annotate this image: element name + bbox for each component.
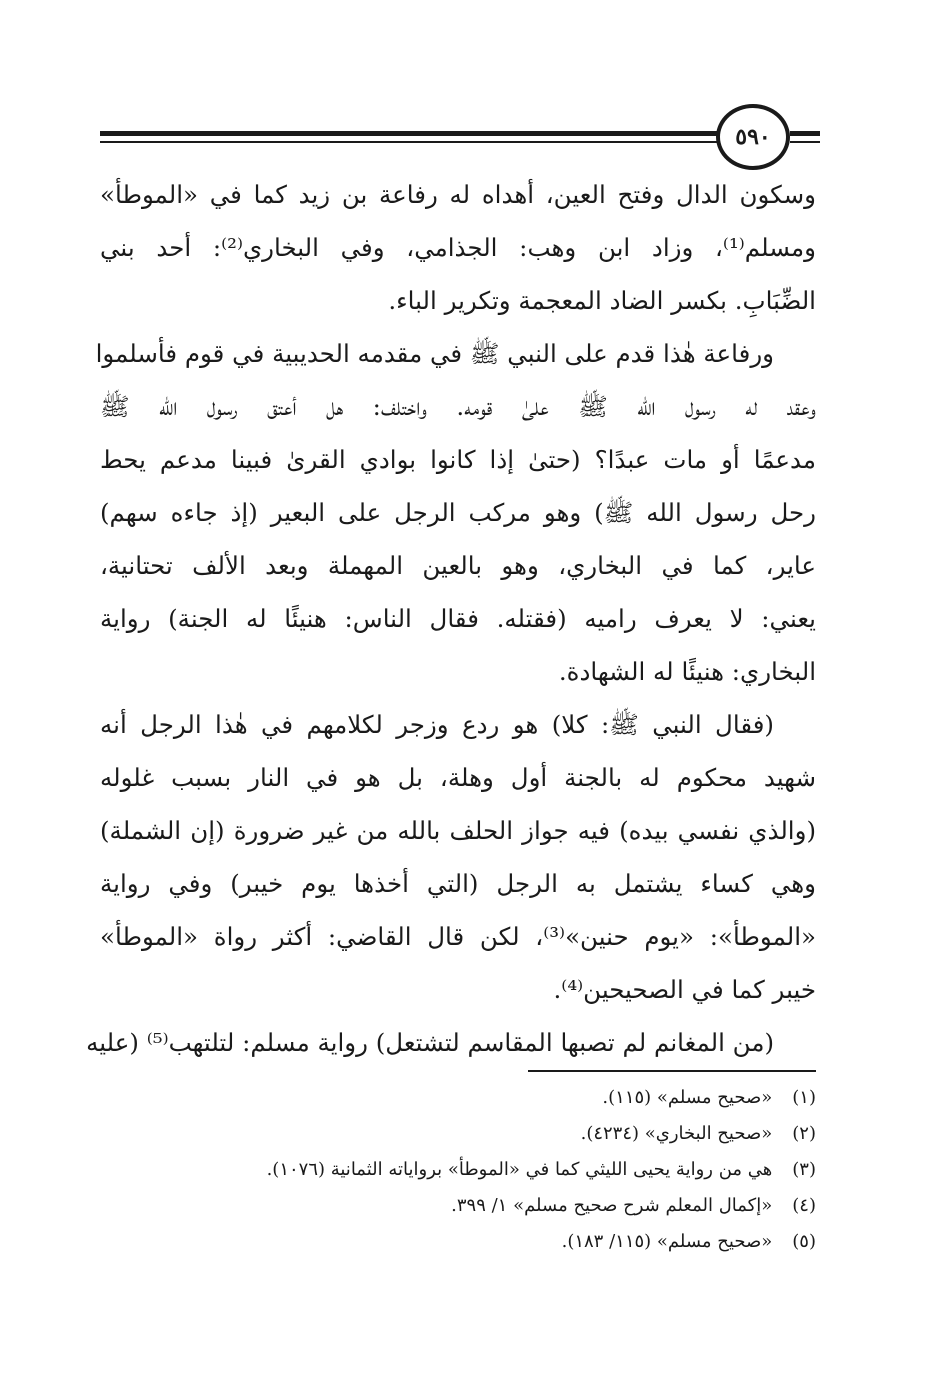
body-line: مدعمًا أو مات عبدًا؟ (حتىٰ إذا كانوا بوادي القرىٰ فبينا مدعم يحط xyxy=(100,445,816,474)
body-line: (من المغانم لم تصبها المقاسم لتشتعل) رواية مسلم: لتلتهب⁽⁵⁾ (عليه xyxy=(86,1028,774,1057)
footnote-number: (٢) xyxy=(792,1123,816,1144)
body-line: وعقد له رسول الله ﷺ علىٰ قومه. واختلف: هل أعتق رسول الله ﷺ xyxy=(100,392,816,421)
header-rule-thick xyxy=(100,131,720,136)
body-line: عاير، كما في البخاري، وهو بالعين المهملة وبعد الألف تحتانية، xyxy=(100,551,816,580)
body-line: رحل رسول الله ﷺ) وهو مركب الرجل على البعير (إذ جاءه سهم) xyxy=(100,498,816,527)
footnote-text: «صحيح مسلم» (١١٥). xyxy=(602,1087,773,1108)
header-rule-thin xyxy=(100,141,720,143)
body-line: (فقال النبي ﷺ: كلا) هو ردع وزجر لكلامهم في هٰذا الرجل أنه xyxy=(100,710,774,739)
body-line: الضِّبَابِ. بكسر الضاد المعجمة وتكرير الباء. xyxy=(388,286,816,315)
body-line: يعني: لا يعرف راميه (فقتله. فقال الناس: هنيئًا له الجنة) رواية xyxy=(100,604,816,633)
footnotes xyxy=(100,1080,816,1260)
footnote-separator xyxy=(528,1070,816,1072)
footnote-text: «صحيح مسلم» (١١٥/ ١٨٣). xyxy=(561,1231,773,1252)
footnote-text: «إكمال المعلم شرح صحيح مسلم» ١/ ٣٩٩. xyxy=(451,1195,773,1216)
footnote-item xyxy=(100,1080,816,1116)
body-line: شهيد محكوم له بالجنة أول وهلة، بل هو في النار بسبب غلوله xyxy=(100,763,816,792)
body-line: البخاري: هنيئًا له الشهادة. xyxy=(558,657,816,686)
footnote-text: هي من رواية يحيى الليثي كما في «الموطأ» برواياته الثمانية (١٠٧٦). xyxy=(266,1159,773,1180)
page-number-badge xyxy=(716,104,790,170)
body-line: «الموطأ»: «يوم حنين»⁽³⁾، لكن قال القاضي: أكثر رواة «الموطأ» xyxy=(100,922,817,951)
header-rule-thick-right xyxy=(790,131,820,136)
body-line: خيبر كما في الصحيحين⁽⁴⁾. xyxy=(553,975,816,1004)
footnote-number: (١) xyxy=(792,1087,816,1108)
footnote-item xyxy=(100,1152,816,1188)
body-line: وسكون الدال وفتح العين، أهداه له رفاعة بن زيد كما في «الموطأ» xyxy=(100,180,816,209)
footnote-number: (٤) xyxy=(792,1195,816,1216)
footnote-number: (٥) xyxy=(792,1231,816,1252)
body-line: ومسلم⁽¹⁾، وزاد ابن وهب: الجذامي، وفي البخاري⁽²⁾: أحد بني xyxy=(100,233,817,262)
footnote-text: «صحيح البخاري» (٤٢٣٤). xyxy=(580,1123,773,1144)
body-line: (والذي نفسي بيده) فيه جواز الحلف بالله من غير ضرورة (إن الشملة) xyxy=(100,816,816,845)
body-line: ورفاعة هٰذا قدم على النبي ﷺ في مقدمه الحديبية في قوم فأسلموا xyxy=(95,339,774,368)
body-text xyxy=(86,168,817,1069)
page-number: ٥٩٠ xyxy=(735,124,771,150)
body-line: وهي كساء يشتمل به الرجل (التي أخذها يوم خيبر) وفي رواية xyxy=(100,869,816,898)
footnote-item xyxy=(100,1116,816,1152)
footnote-item xyxy=(100,1224,816,1260)
header-rule-thin-right xyxy=(790,141,820,143)
footnote-item xyxy=(100,1188,816,1224)
footnote-number: (٣) xyxy=(792,1159,816,1180)
